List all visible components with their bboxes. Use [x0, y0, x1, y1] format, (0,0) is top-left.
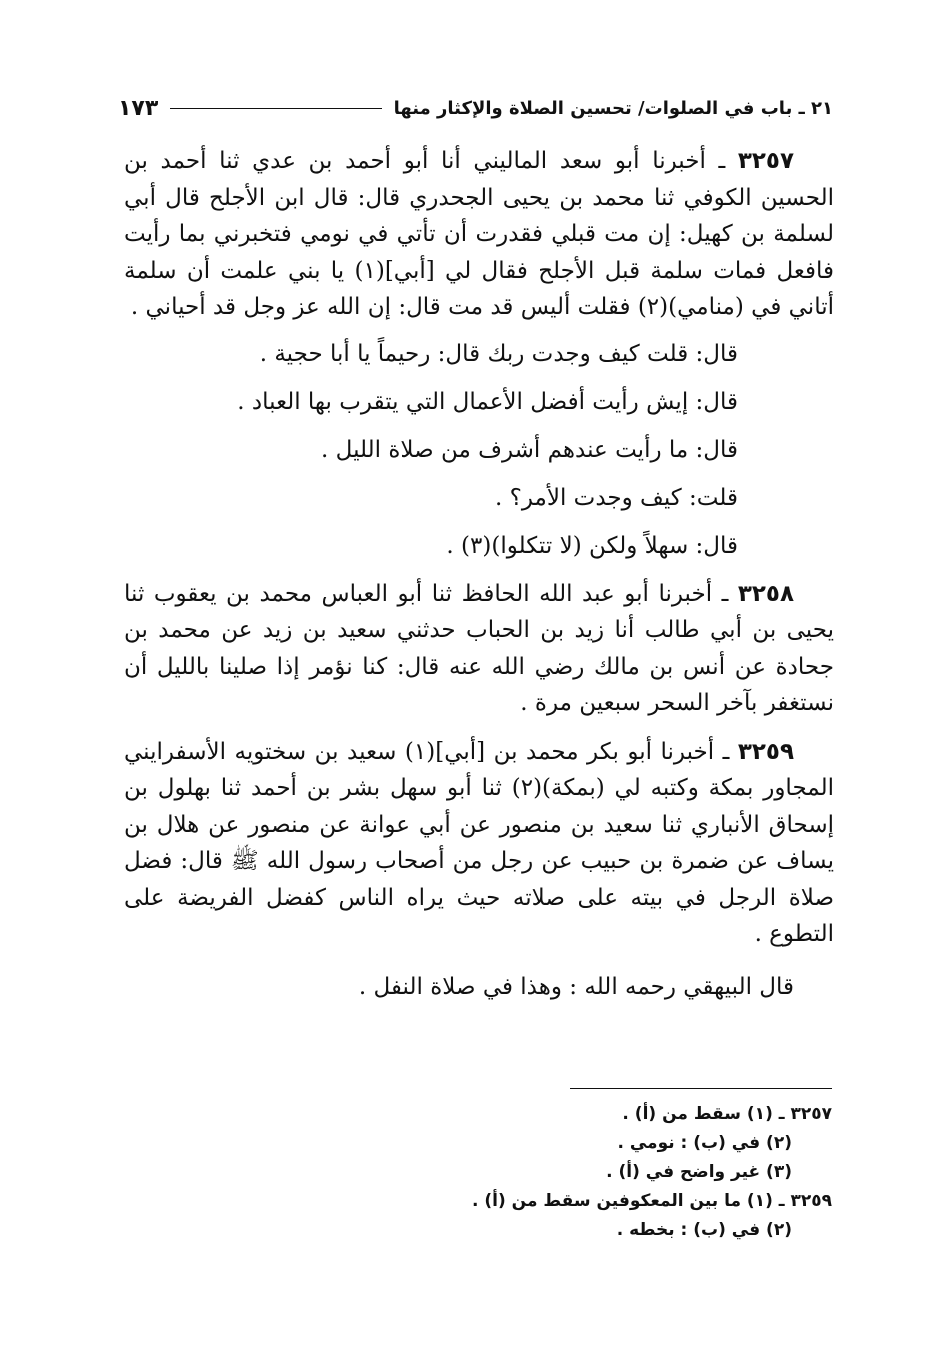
hadith-number: ٣٢٥٨ — [737, 580, 794, 607]
dialogue-line: قال: إيش رأيت أفضل الأعمال التي يتقرب بها العباد . — [237, 388, 738, 415]
hadith-text: ـ أخبرنا أبو سعد الماليني أنا أبو أحمد بن عدي ثنا أحمد بن الحسين الكوفي ثنا محمد بن يحيى الجحدري قال: قال ابن الأجلح قال أبي لسلمة بن كهيل: إن مت قبلي فقدرت أن تأتي في نومي فتخبرني بما رأيت فافعل فمات سلمة قبل الأجلح فقال لي [أبي](١) يا بني علمت أن سلمة أتاني في (منامي)(٢) فقلت أليس قد مت قال: إن الله عز وجل قد أحياني . — [124, 148, 834, 320]
dialogue-line: قال: سهلاً ولكن (لا تتكلوا)(٣) . — [446, 532, 738, 559]
hadith-number: ٣٢٥٧ — [737, 148, 794, 174]
footnote-divider — [570, 1088, 832, 1089]
page-number: ١٧٣ — [118, 95, 159, 121]
closing-remark: قال البيهقي رحمه الله : وهذا في صلاة النفل . — [358, 973, 794, 1000]
hadith-text: ـ أخبرنا أبو عبد الله الحافظ ثنا أبو العباس محمد بن يعقوب ثنا يحيى بن أبي طالب أنا زيد بن الحباب حدثني سعيد بن زيد عن محمد بن جحادة عن أنس بن مالك رضي الله عنه قال: كنا نؤمر إذا صلينا بالليل أن نستغفر بآخر السحر سبعين مرة . — [124, 580, 834, 716]
header-rule — [170, 108, 381, 109]
hadith-number: ٣٢٥٩ — [737, 738, 795, 765]
footnote: (٢) في (ب) : نومي . — [617, 1133, 792, 1153]
footnote: ٣٢٥٧ ـ (١) سقط من (أ) . — [622, 1104, 832, 1124]
chapter-title: ٢١ ـ باب في الصلوات/ تحسين الصلاة والإكثار منها — [393, 97, 833, 119]
dialogue-line: قلت: كيف وجدت الأمر؟ . — [495, 484, 738, 511]
footnote: ٣٢٥٩ ـ (١) ما بين المعكوفين سقط من (أ) . — [472, 1191, 832, 1211]
hadith-3257 — [124, 143, 834, 326]
footnotes — [300, 1100, 832, 1245]
dialogue-block — [124, 330, 834, 570]
hadith-text: ـ أخبرنا أبو بكر محمد بن [أبي](١) سعيد بن سختويه الأسفرايني المجاور بمكة وكتبه لي (بمكة)(٢) ثنا أبو سهل بشر بن أحمد ثنا بهلول بن إسحاق الأنباري ثنا سعيد بن منصور عن أبي عوانة عن منصور عن هلال بن يساف عن ضمرة بن حبيب عن رجل من أصحاب رسول الله ﷺ قال: فضل صلاة الرجل في بيته على صلاته حيث يراه الناس كفضل الفريضة على التطوع . — [124, 738, 834, 947]
hadith-3258 — [124, 576, 834, 722]
footnote: (٣) غير واضح في (أ) . — [606, 1162, 792, 1182]
main-text — [124, 143, 834, 1005]
footnote: (٢) في (ب) : بخطه . — [616, 1220, 792, 1240]
running-header — [118, 88, 833, 128]
dialogue-line: قال: قلت كيف وجدت ربك قال: رحيماً يا أبا حجية . — [259, 340, 738, 367]
dialogue-line: قال: ما رأيت عندهم أشرف من صلاة الليل . — [321, 436, 738, 463]
hadith-3259 — [124, 734, 834, 953]
